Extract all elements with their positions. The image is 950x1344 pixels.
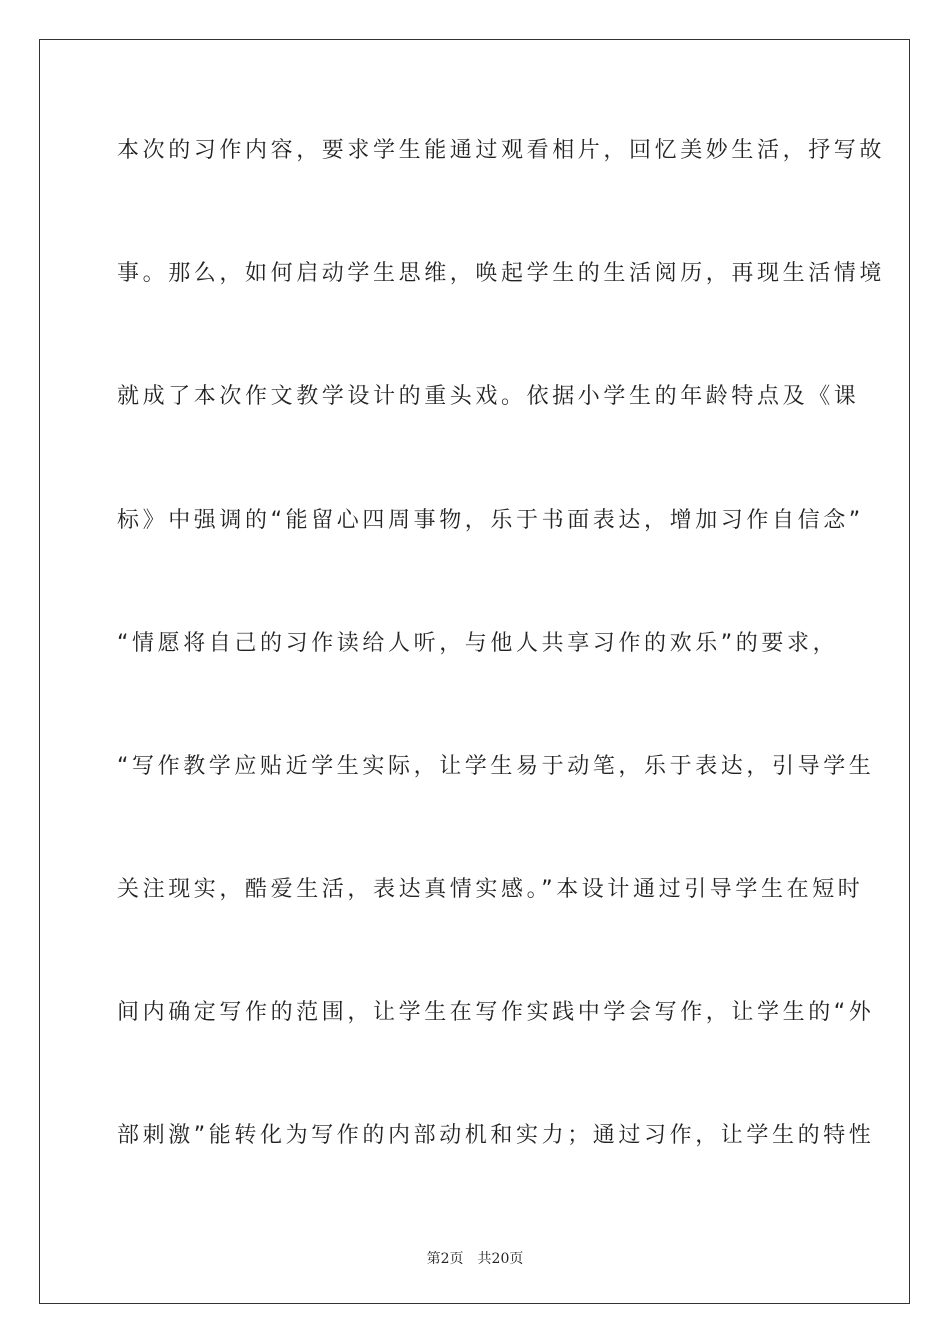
body-text-line-7: 关注现实，酷爱生活，表达真情实感。”本设计通过引导学生在短时 xyxy=(117,877,864,902)
body-text-line-5: “情愿将自己的习作读给人听，与他人共享习作的欢乐”的要求， xyxy=(117,631,839,656)
page-number: 第2页 xyxy=(426,1251,464,1267)
body-text-line-2: 事。那么，如何启动学生思维，唤起学生的生活阅历，再现生活情境 xyxy=(117,261,886,286)
body-text-line-4: 标》中强调的“能留心四周事物，乐于书面表达，增加习作自信念” xyxy=(117,508,864,533)
body-text-line-8: 间内确定写作的范围，让学生在写作实践中学会写作，让学生的“外 xyxy=(117,1000,875,1025)
page-total: 共20页 xyxy=(477,1251,524,1267)
body-text-line-1: 本次的习作内容，要求学生能通过观看相片，回忆美妙生活，抒写故 xyxy=(117,138,886,163)
body-text-line-6: “写作教学应贴近学生实际，让学生易于动笔，乐于表达，引导学生 xyxy=(117,754,875,779)
page-border xyxy=(39,39,910,1304)
body-text-line-9: 部刺激”能转化为写作的内部动机和实力；通过习作，让学生的特性 xyxy=(117,1123,875,1148)
page-footer xyxy=(0,1248,950,1268)
body-text-line-3: 就成了本次作文教学设计的重头戏。依据小学生的年龄特点及《课 xyxy=(117,384,860,409)
